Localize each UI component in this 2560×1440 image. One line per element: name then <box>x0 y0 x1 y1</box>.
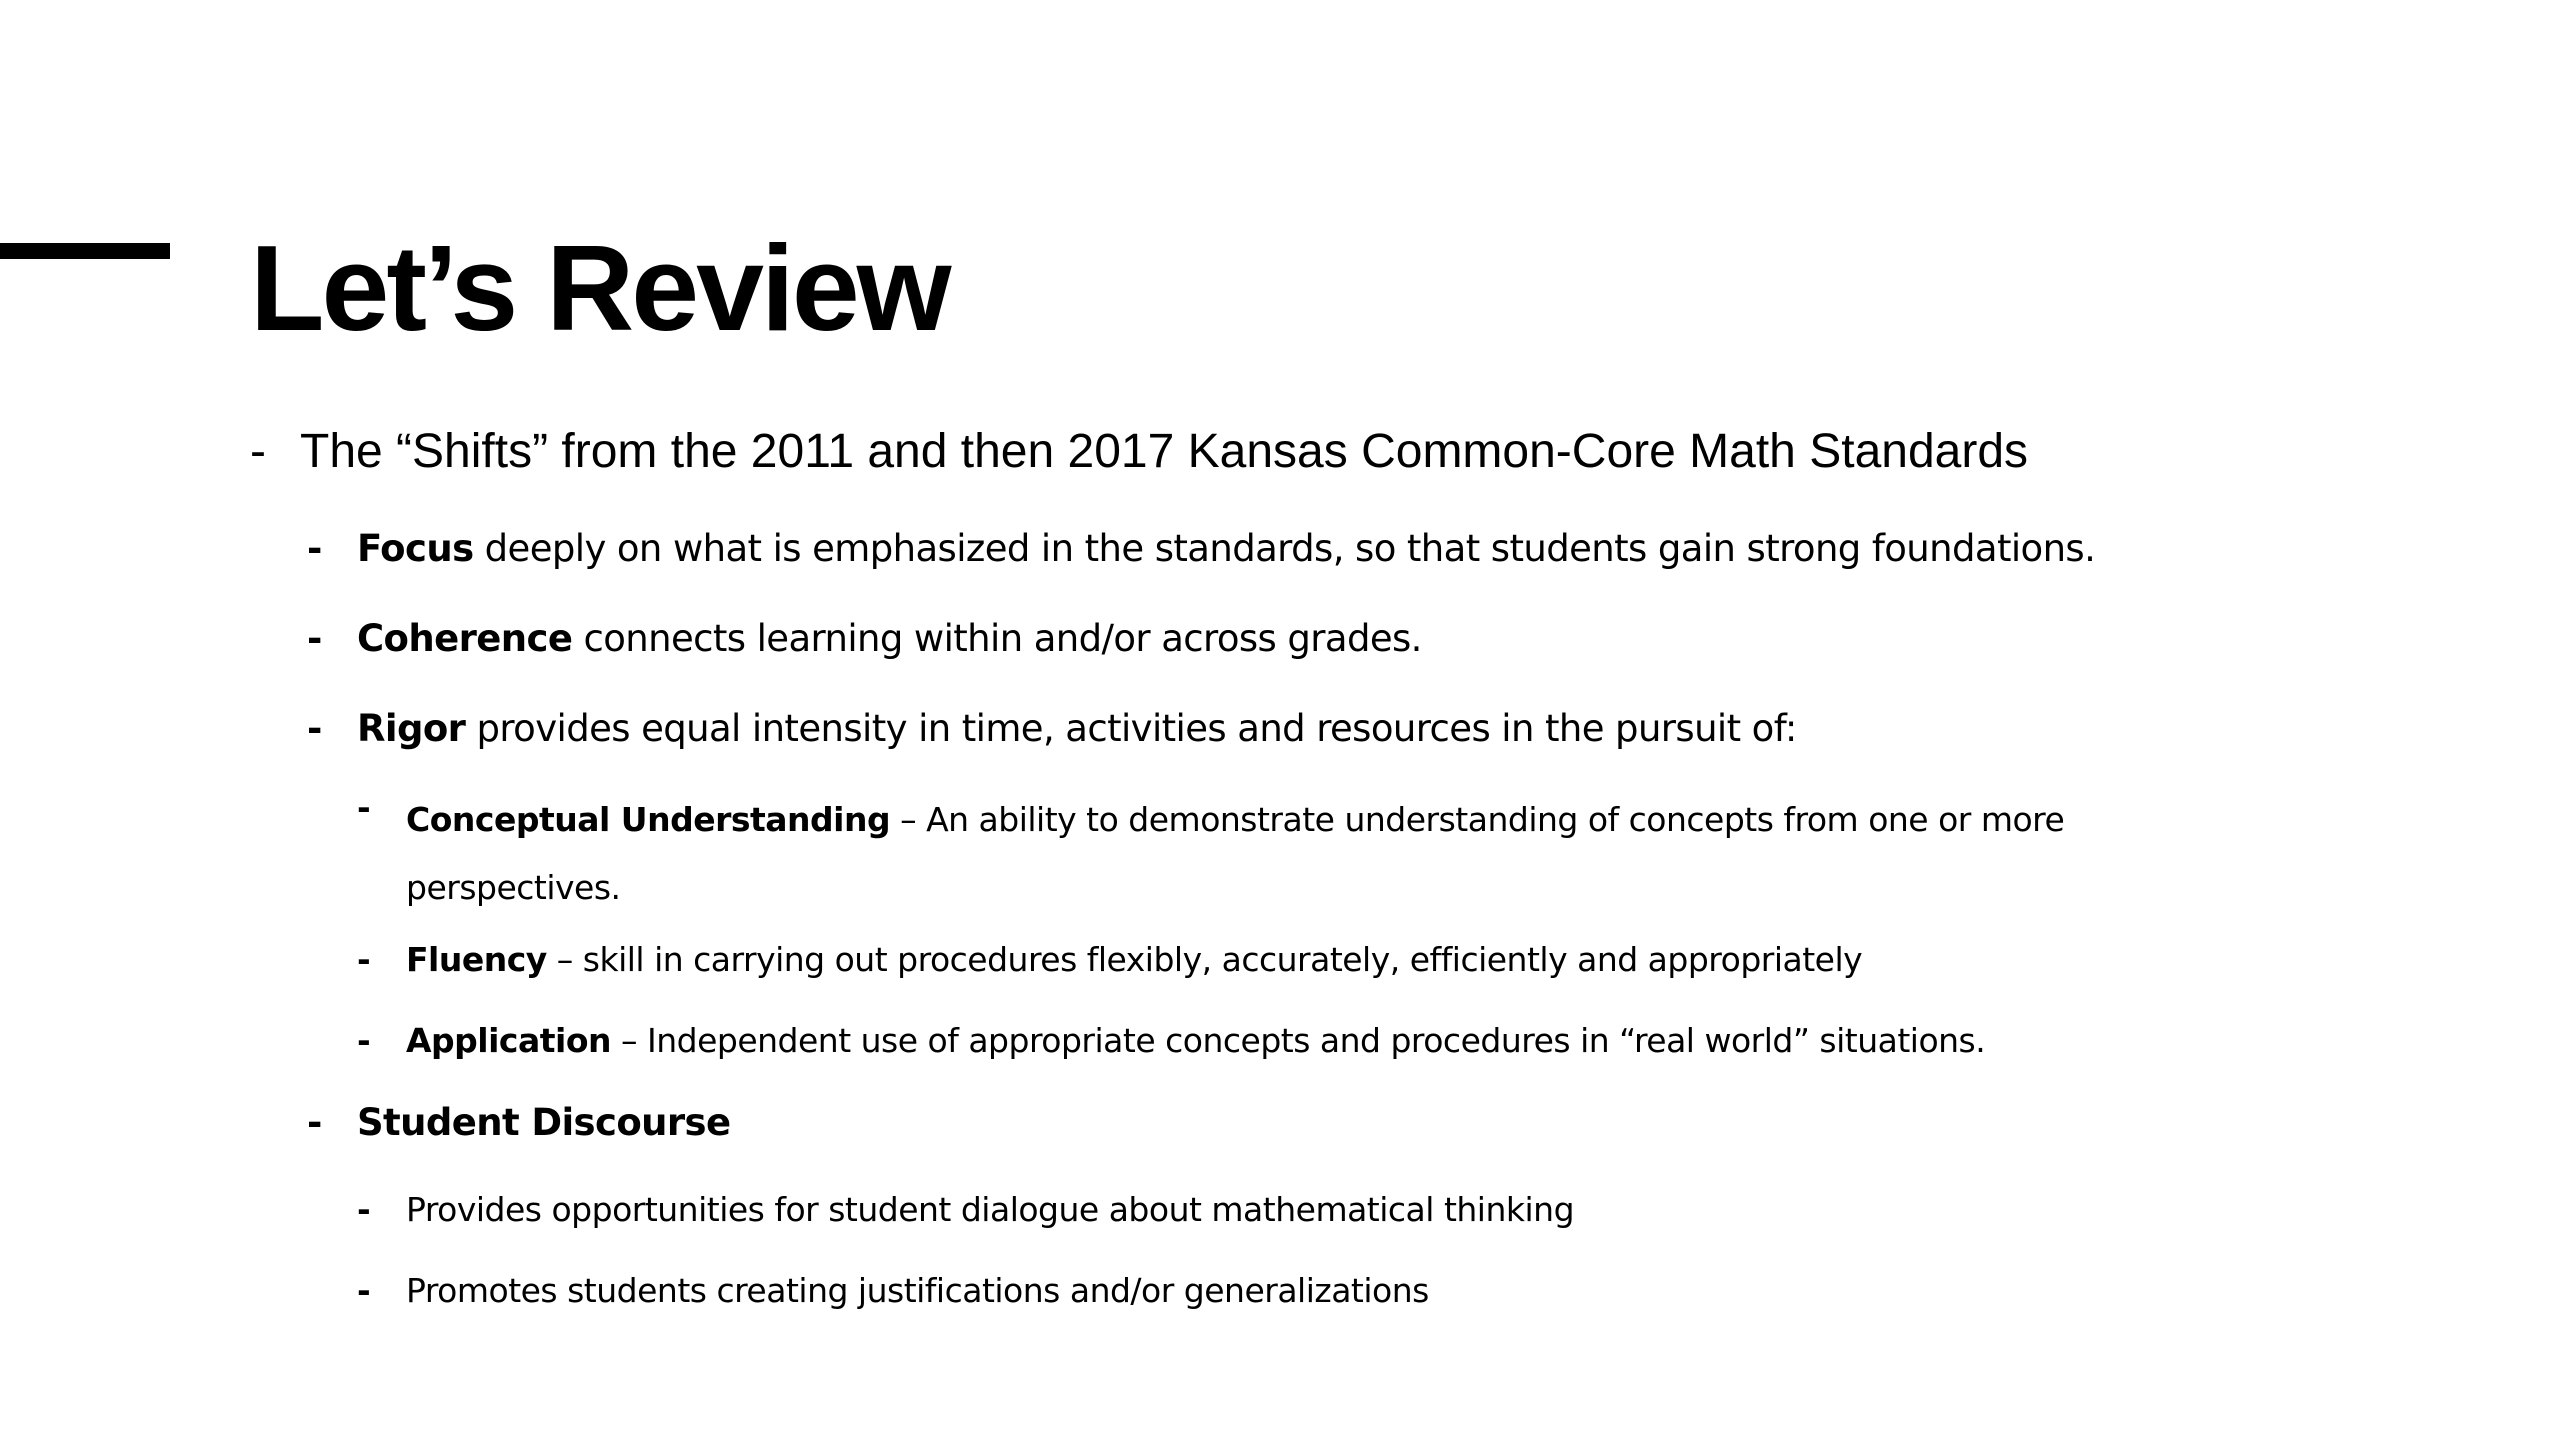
bullet-text: Promotes students creating justifications and/or generalizations <box>406 1271 1429 1310</box>
bullet-dash: - <box>307 617 322 660</box>
bullet-dash: - <box>357 788 371 827</box>
focus-description: deeply on what is emphasized in the standards, so that students gain strong foundations. <box>473 527 2096 570</box>
bullet-text <box>406 938 1862 982</box>
rigor-description: provides equal intensity in time, activities and resources in the pursuit of: <box>465 707 1797 750</box>
fluency-description: – skill in carrying out procedures flexibly, accurately, efficiently and appropriately <box>546 940 1863 979</box>
bullet-dash: - <box>357 940 371 979</box>
bullet-dash: - <box>250 425 266 478</box>
bullet-dash: - <box>307 707 322 750</box>
slide-title: Let’s Review <box>250 220 949 356</box>
bullet-text: The “Shifts” from the 2011 and then 2017 Kansas Common-Core Math Standards <box>300 425 2029 478</box>
term-student-discourse: Student Discourse <box>357 1101 731 1144</box>
bullet-dash: - <box>357 1190 371 1229</box>
bullet-text <box>406 1019 1985 1063</box>
term-conceptual-understanding: Conceptual Understanding <box>406 800 891 839</box>
bullet-dash: - <box>357 1021 371 1060</box>
title-accent-bar <box>0 243 170 259</box>
term-application: Application <box>406 1021 611 1060</box>
bullet-text <box>357 524 2095 574</box>
term-fluency: Fluency <box>406 940 547 979</box>
bullet-dash: - <box>357 1271 371 1310</box>
bullet-text <box>406 786 2226 922</box>
coherence-description: connects learning within and/or across grades. <box>572 617 1422 660</box>
bullet-dash: - <box>307 527 322 570</box>
bullet-text <box>357 1098 730 1148</box>
conceptual-description: – An ability to demonstrate understanding of concepts from one or more perspectives. <box>406 800 2065 907</box>
term-rigor: Rigor <box>357 707 466 750</box>
application-description: – Independent use of appropriate concepts and procedures in “real world” situations. <box>611 1021 1986 1060</box>
bullet-dash: - <box>307 1101 322 1144</box>
bullet-text <box>357 704 1797 754</box>
bullet-text: Provides opportunities for student dialogue about mathematical thinking <box>406 1190 1575 1229</box>
term-coherence: Coherence <box>357 617 573 660</box>
term-focus: Focus <box>357 527 474 570</box>
bullet-text <box>357 614 1422 664</box>
